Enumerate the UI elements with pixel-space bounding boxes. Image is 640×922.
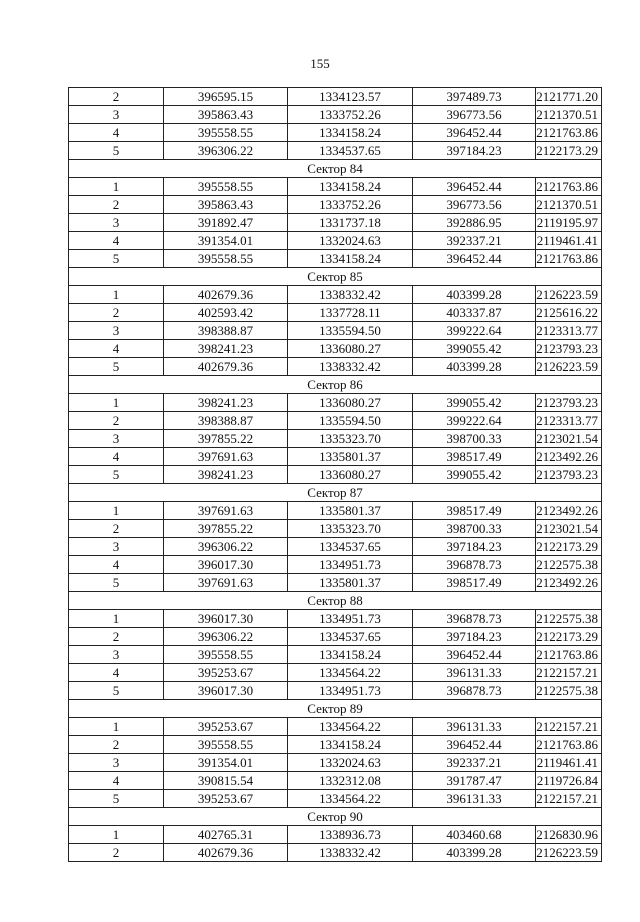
x2-coordinate-cell: 398517.49: [413, 502, 536, 520]
x2-coordinate-cell: 399055.42: [413, 466, 536, 484]
x2-coordinate-cell: 397184.23: [413, 142, 536, 160]
y1-coordinate-cell: 1332024.63: [288, 232, 413, 250]
x1-coordinate-cell: 397691.63: [164, 502, 288, 520]
y1-coordinate-cell: 1337728.11: [288, 304, 413, 322]
point-number-cell: 3: [69, 430, 164, 448]
point-number-cell: 5: [69, 466, 164, 484]
y1-coordinate-cell: 1334951.73: [288, 556, 413, 574]
y2-coordinate-cell: 2122173.29: [536, 628, 602, 646]
x1-coordinate-cell: 395558.55: [164, 646, 288, 664]
x2-coordinate-cell: 396131.33: [413, 790, 536, 808]
x2-coordinate-cell: 396131.33: [413, 664, 536, 682]
x1-coordinate-cell: 395863.43: [164, 106, 288, 124]
y1-coordinate-cell: 1338332.42: [288, 286, 413, 304]
point-number-cell: 4: [69, 124, 164, 142]
x1-coordinate-cell: 398241.23: [164, 340, 288, 358]
y2-coordinate-cell: 2123492.26: [536, 448, 602, 466]
x1-coordinate-cell: 397855.22: [164, 520, 288, 538]
y1-coordinate-cell: 1336080.27: [288, 340, 413, 358]
x1-coordinate-cell: 391354.01: [164, 754, 288, 772]
y2-coordinate-cell: 2123793.23: [536, 394, 602, 412]
y2-coordinate-cell: 2121763.86: [536, 178, 602, 196]
x1-coordinate-cell: 402593.42: [164, 304, 288, 322]
x2-coordinate-cell: 403399.28: [413, 844, 536, 862]
point-number-cell: 5: [69, 142, 164, 160]
x1-coordinate-cell: 395863.43: [164, 196, 288, 214]
x1-coordinate-cell: 391892.47: [164, 214, 288, 232]
table-row: [69, 232, 602, 250]
x2-coordinate-cell: 403460.68: [413, 826, 536, 844]
sector-header-row: [69, 700, 602, 718]
point-number-cell: 2: [69, 88, 164, 106]
point-number-cell: 3: [69, 538, 164, 556]
x1-coordinate-cell: 396017.30: [164, 682, 288, 700]
y1-coordinate-cell: 1335594.50: [288, 322, 413, 340]
y2-coordinate-cell: 2121763.86: [536, 250, 602, 268]
point-number-cell: 1: [69, 718, 164, 736]
table-row: [69, 178, 602, 196]
x1-coordinate-cell: 402679.36: [164, 358, 288, 376]
x1-coordinate-cell: 391354.01: [164, 232, 288, 250]
point-number-cell: 4: [69, 232, 164, 250]
point-number-cell: 1: [69, 610, 164, 628]
y1-coordinate-cell: 1334537.65: [288, 538, 413, 556]
y1-coordinate-cell: 1336080.27: [288, 466, 413, 484]
x2-coordinate-cell: 397489.73: [413, 88, 536, 106]
table-row: [69, 790, 602, 808]
table-row: [69, 502, 602, 520]
point-number-cell: 2: [69, 304, 164, 322]
x2-coordinate-cell: 397184.23: [413, 538, 536, 556]
table-row: [69, 286, 602, 304]
y2-coordinate-cell: 2126223.59: [536, 358, 602, 376]
y1-coordinate-cell: 1335801.37: [288, 448, 413, 466]
x1-coordinate-cell: 397855.22: [164, 430, 288, 448]
sector-title: Сектор 87: [69, 484, 602, 502]
y2-coordinate-cell: 2122157.21: [536, 664, 602, 682]
y2-coordinate-cell: 2119726.84: [536, 772, 602, 790]
point-number-cell: 2: [69, 520, 164, 538]
y2-coordinate-cell: 2121370.51: [536, 106, 602, 124]
y2-coordinate-cell: 2119195.97: [536, 214, 602, 232]
x2-coordinate-cell: 398517.49: [413, 448, 536, 466]
table-row: [69, 610, 602, 628]
y2-coordinate-cell: 2123021.54: [536, 430, 602, 448]
x2-coordinate-cell: 396452.44: [413, 124, 536, 142]
y1-coordinate-cell: 1334123.57: [288, 88, 413, 106]
y2-coordinate-cell: 2122575.38: [536, 682, 602, 700]
y2-coordinate-cell: 2125616.22: [536, 304, 602, 322]
y2-coordinate-cell: 2126223.59: [536, 844, 602, 862]
point-number-cell: 2: [69, 628, 164, 646]
point-number-cell: 3: [69, 214, 164, 232]
point-number-cell: 5: [69, 790, 164, 808]
y2-coordinate-cell: 2122173.29: [536, 142, 602, 160]
x2-coordinate-cell: 403337.87: [413, 304, 536, 322]
x1-coordinate-cell: 395558.55: [164, 250, 288, 268]
y2-coordinate-cell: 2122575.38: [536, 556, 602, 574]
x1-coordinate-cell: 397691.63: [164, 574, 288, 592]
table-row: [69, 430, 602, 448]
x1-coordinate-cell: 398388.87: [164, 412, 288, 430]
x1-coordinate-cell: 398241.23: [164, 466, 288, 484]
y2-coordinate-cell: 2126830.96: [536, 826, 602, 844]
y1-coordinate-cell: 1332312.08: [288, 772, 413, 790]
y1-coordinate-cell: 1334951.73: [288, 682, 413, 700]
x1-coordinate-cell: 395558.55: [164, 178, 288, 196]
table-row: [69, 646, 602, 664]
x2-coordinate-cell: 396452.44: [413, 178, 536, 196]
table-row: [69, 826, 602, 844]
x1-coordinate-cell: 396306.22: [164, 142, 288, 160]
x1-coordinate-cell: 396017.30: [164, 556, 288, 574]
coordinates-table: [68, 87, 602, 862]
x2-coordinate-cell: 396131.33: [413, 718, 536, 736]
point-number-cell: 3: [69, 646, 164, 664]
y2-coordinate-cell: 2121370.51: [536, 196, 602, 214]
y1-coordinate-cell: 1335801.37: [288, 502, 413, 520]
y2-coordinate-cell: 2123021.54: [536, 520, 602, 538]
table-row: [69, 412, 602, 430]
y1-coordinate-cell: 1334537.65: [288, 628, 413, 646]
y2-coordinate-cell: 2123793.23: [536, 466, 602, 484]
point-number-cell: 2: [69, 412, 164, 430]
table-row: [69, 196, 602, 214]
sector-title: Сектор 89: [69, 700, 602, 718]
y2-coordinate-cell: 2123492.26: [536, 502, 602, 520]
y2-coordinate-cell: 2123313.77: [536, 412, 602, 430]
point-number-cell: 1: [69, 394, 164, 412]
table-row: [69, 538, 602, 556]
table-row: [69, 844, 602, 862]
table-row: [69, 664, 602, 682]
y2-coordinate-cell: 2122173.29: [536, 538, 602, 556]
y1-coordinate-cell: 1338332.42: [288, 358, 413, 376]
x2-coordinate-cell: 392337.21: [413, 754, 536, 772]
x2-coordinate-cell: 398700.33: [413, 520, 536, 538]
table-row: [69, 88, 602, 106]
point-number-cell: 3: [69, 754, 164, 772]
y2-coordinate-cell: 2123793.23: [536, 340, 602, 358]
table-row: [69, 250, 602, 268]
y1-coordinate-cell: 1336080.27: [288, 394, 413, 412]
y2-coordinate-cell: 2123492.26: [536, 574, 602, 592]
table-row: [69, 718, 602, 736]
point-number-cell: 2: [69, 196, 164, 214]
point-number-cell: 1: [69, 286, 164, 304]
point-number-cell: 1: [69, 178, 164, 196]
y1-coordinate-cell: 1335323.70: [288, 430, 413, 448]
x2-coordinate-cell: 396878.73: [413, 556, 536, 574]
y1-coordinate-cell: 1331737.18: [288, 214, 413, 232]
x2-coordinate-cell: 396452.44: [413, 250, 536, 268]
y2-coordinate-cell: 2121763.86: [536, 736, 602, 754]
sector-header-row: [69, 376, 602, 394]
y2-coordinate-cell: 2121771.20: [536, 88, 602, 106]
table-row: [69, 142, 602, 160]
x2-coordinate-cell: 399055.42: [413, 394, 536, 412]
y1-coordinate-cell: 1334564.22: [288, 790, 413, 808]
point-number-cell: 1: [69, 502, 164, 520]
x2-coordinate-cell: 399222.64: [413, 412, 536, 430]
point-number-cell: 5: [69, 574, 164, 592]
x1-coordinate-cell: 396595.15: [164, 88, 288, 106]
y2-coordinate-cell: 2126223.59: [536, 286, 602, 304]
x1-coordinate-cell: 396017.30: [164, 610, 288, 628]
y2-coordinate-cell: 2122157.21: [536, 790, 602, 808]
x2-coordinate-cell: 391787.47: [413, 772, 536, 790]
table-row: [69, 322, 602, 340]
x2-coordinate-cell: 392337.21: [413, 232, 536, 250]
y1-coordinate-cell: 1335594.50: [288, 412, 413, 430]
sector-header-row: [69, 268, 602, 286]
coordinates-table-body: [69, 88, 602, 862]
point-number-cell: 2: [69, 844, 164, 862]
y1-coordinate-cell: 1335323.70: [288, 520, 413, 538]
point-number-cell: 3: [69, 106, 164, 124]
page-number: 155: [310, 56, 330, 71]
table-row: [69, 556, 602, 574]
y1-coordinate-cell: 1334158.24: [288, 250, 413, 268]
y1-coordinate-cell: 1338936.73: [288, 826, 413, 844]
x1-coordinate-cell: 396306.22: [164, 628, 288, 646]
sector-header-row: [69, 160, 602, 178]
sector-title: Сектор 85: [69, 268, 602, 286]
x1-coordinate-cell: 402765.31: [164, 826, 288, 844]
table-row: [69, 214, 602, 232]
x2-coordinate-cell: 397184.23: [413, 628, 536, 646]
sector-title: Сектор 86: [69, 376, 602, 394]
point-number-cell: 4: [69, 772, 164, 790]
table-row: [69, 682, 602, 700]
x2-coordinate-cell: 396773.56: [413, 106, 536, 124]
y1-coordinate-cell: 1334158.24: [288, 124, 413, 142]
y2-coordinate-cell: 2121763.86: [536, 646, 602, 664]
y1-coordinate-cell: 1334564.22: [288, 664, 413, 682]
x1-coordinate-cell: 395253.67: [164, 664, 288, 682]
point-number-cell: 4: [69, 664, 164, 682]
y1-coordinate-cell: 1334158.24: [288, 178, 413, 196]
sector-header-row: [69, 484, 602, 502]
point-number-cell: 2: [69, 736, 164, 754]
y1-coordinate-cell: 1333752.26: [288, 196, 413, 214]
x1-coordinate-cell: 397691.63: [164, 448, 288, 466]
table-row: [69, 358, 602, 376]
table-row: [69, 106, 602, 124]
x1-coordinate-cell: 390815.54: [164, 772, 288, 790]
x1-coordinate-cell: 398241.23: [164, 394, 288, 412]
table-row: [69, 574, 602, 592]
y1-coordinate-cell: 1334158.24: [288, 736, 413, 754]
x1-coordinate-cell: 398388.87: [164, 322, 288, 340]
point-number-cell: 3: [69, 322, 164, 340]
y1-coordinate-cell: 1335801.37: [288, 574, 413, 592]
y2-coordinate-cell: 2123313.77: [536, 322, 602, 340]
x1-coordinate-cell: 396306.22: [164, 538, 288, 556]
sector-title: Сектор 90: [69, 808, 602, 826]
y1-coordinate-cell: 1333752.26: [288, 106, 413, 124]
y2-coordinate-cell: 2122575.38: [536, 610, 602, 628]
x2-coordinate-cell: 403399.28: [413, 358, 536, 376]
x2-coordinate-cell: 399055.42: [413, 340, 536, 358]
x1-coordinate-cell: 395558.55: [164, 736, 288, 754]
table-row: [69, 466, 602, 484]
table-row: [69, 394, 602, 412]
table-row: [69, 124, 602, 142]
table-row: [69, 736, 602, 754]
point-number-cell: 4: [69, 340, 164, 358]
table-row: [69, 772, 602, 790]
table-row: [69, 340, 602, 358]
table-row: [69, 520, 602, 538]
x2-coordinate-cell: 396773.56: [413, 196, 536, 214]
x2-coordinate-cell: 399222.64: [413, 322, 536, 340]
y1-coordinate-cell: 1334158.24: [288, 646, 413, 664]
table-row: [69, 754, 602, 772]
y2-coordinate-cell: 2119461.41: [536, 232, 602, 250]
x2-coordinate-cell: 396452.44: [413, 646, 536, 664]
y2-coordinate-cell: 2122157.21: [536, 718, 602, 736]
point-number-cell: 4: [69, 556, 164, 574]
x1-coordinate-cell: 395253.67: [164, 718, 288, 736]
x2-coordinate-cell: 396878.73: [413, 682, 536, 700]
sector-title: Сектор 84: [69, 160, 602, 178]
point-number-cell: 4: [69, 448, 164, 466]
y2-coordinate-cell: 2121763.86: [536, 124, 602, 142]
y2-coordinate-cell: 2119461.41: [536, 754, 602, 772]
point-number-cell: 5: [69, 250, 164, 268]
y1-coordinate-cell: 1332024.63: [288, 754, 413, 772]
sector-title: Сектор 88: [69, 592, 602, 610]
x2-coordinate-cell: 398700.33: [413, 430, 536, 448]
x2-coordinate-cell: 398517.49: [413, 574, 536, 592]
point-number-cell: 1: [69, 826, 164, 844]
point-number-cell: 5: [69, 358, 164, 376]
y1-coordinate-cell: 1334564.22: [288, 718, 413, 736]
x1-coordinate-cell: 402679.36: [164, 286, 288, 304]
x1-coordinate-cell: 395253.67: [164, 790, 288, 808]
table-row: [69, 628, 602, 646]
x2-coordinate-cell: 403399.28: [413, 286, 536, 304]
x2-coordinate-cell: 392886.95: [413, 214, 536, 232]
x1-coordinate-cell: 395558.55: [164, 124, 288, 142]
y1-coordinate-cell: 1334951.73: [288, 610, 413, 628]
sector-header-row: [69, 592, 602, 610]
y1-coordinate-cell: 1338332.42: [288, 844, 413, 862]
table-row: [69, 304, 602, 322]
table-row: [69, 448, 602, 466]
x2-coordinate-cell: 396878.73: [413, 610, 536, 628]
y1-coordinate-cell: 1334537.65: [288, 142, 413, 160]
sector-header-row: [69, 808, 602, 826]
x1-coordinate-cell: 402679.36: [164, 844, 288, 862]
x2-coordinate-cell: 396452.44: [413, 736, 536, 754]
point-number-cell: 5: [69, 682, 164, 700]
